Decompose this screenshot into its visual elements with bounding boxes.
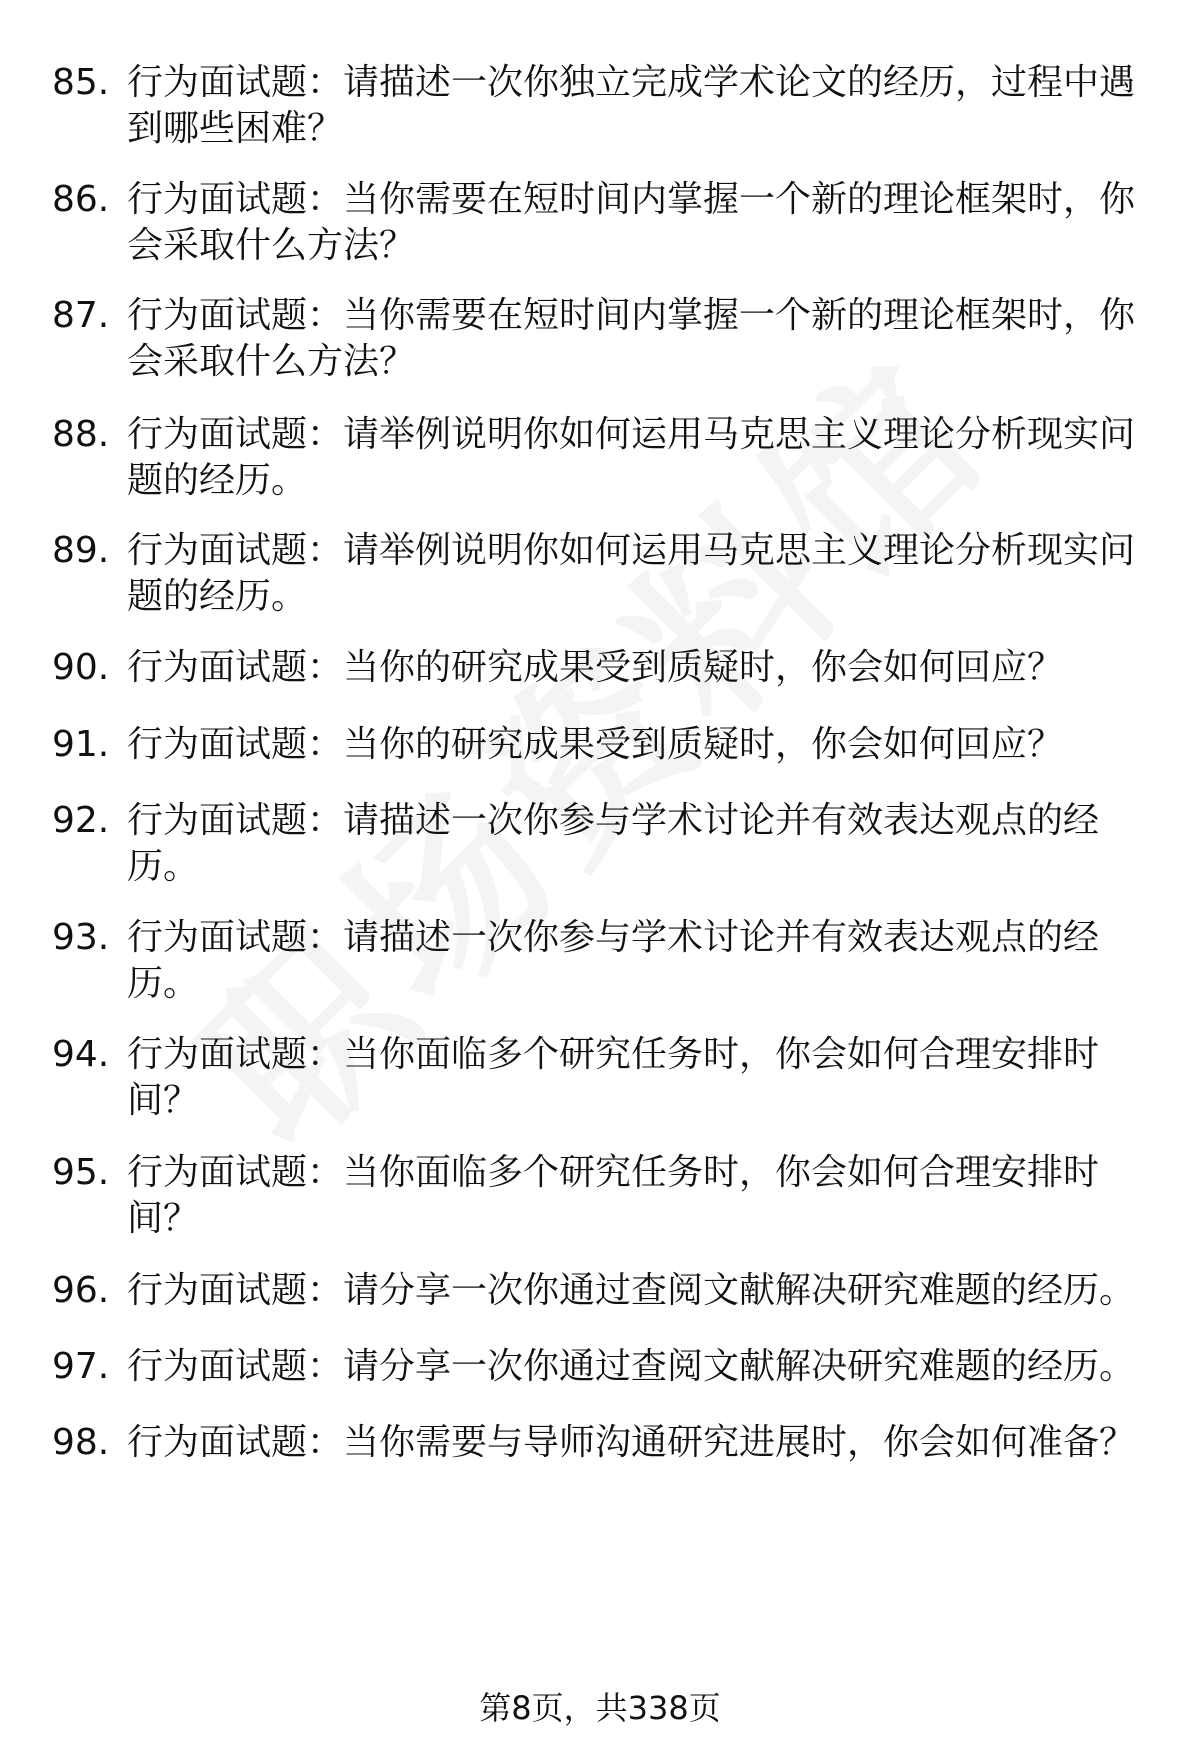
question-text: 行为面试题：当你面临多个研究任务时，你会如何合理安排时间？	[127, 1034, 1100, 1121]
question-item	[52, 722, 1152, 768]
question-number: 98.	[52, 1422, 110, 1463]
question-item	[52, 1420, 1152, 1466]
question-number: 87.	[52, 295, 110, 336]
question-text: 行为面试题：当你需要在短时间内掌握一个新的理论框架时，你会采取什么方法？	[127, 179, 1136, 266]
question-item	[52, 60, 1152, 152]
question-number: 95.	[52, 1152, 110, 1193]
question-item	[52, 1344, 1152, 1390]
question-text: 行为面试题：请分享一次你通过查阅文献解决研究难题的经历。	[127, 1346, 1136, 1387]
question-item	[52, 293, 1152, 385]
question-text: 行为面试题：请描述一次你参与学术讨论并有效表达观点的经历。	[127, 800, 1100, 887]
question-item	[52, 1032, 1152, 1124]
question-text: 行为面试题：当你面临多个研究任务时，你会如何合理安排时间？	[127, 1152, 1100, 1239]
question-item	[52, 528, 1152, 620]
question-text: 行为面试题：当你的研究成果受到质疑时，你会如何回应？	[127, 724, 1064, 765]
question-item	[52, 412, 1152, 504]
question-item	[52, 798, 1152, 890]
question-item	[52, 915, 1152, 1007]
question-number: 93.	[52, 917, 110, 958]
question-text: 行为面试题：请分享一次你通过查阅文献解决研究难题的经历。	[127, 1270, 1136, 1311]
question-number: 89.	[52, 530, 110, 571]
question-text: 行为面试题：请举例说明你如何运用马克思主义理论分析现实问题的经历。	[127, 530, 1136, 617]
question-text: 行为面试题：请描述一次你参与学术讨论并有效表达观点的经历。	[127, 917, 1100, 1004]
question-item	[52, 1268, 1152, 1314]
question-text: 行为面试题：当你需要与导师沟通研究进展时，你会如何准备？	[127, 1422, 1136, 1463]
question-item	[52, 177, 1152, 269]
question-text: 行为面试题：当你需要在短时间内掌握一个新的理论框架时，你会采取什么方法？	[127, 295, 1136, 382]
question-text: 行为面试题：请描述一次你独立完成学术论文的经历，过程中遇到哪些困难？	[127, 62, 1136, 149]
question-number: 88.	[52, 414, 110, 455]
question-item	[52, 645, 1152, 691]
question-number: 90.	[52, 647, 110, 688]
question-number: 92.	[52, 800, 110, 841]
question-number: 94.	[52, 1034, 110, 1075]
question-number: 96.	[52, 1270, 110, 1311]
page-footer: 第8页，共338页	[479, 1689, 721, 1727]
question-text: 行为面试题：当你的研究成果受到质疑时，你会如何回应？	[127, 647, 1064, 688]
question-text: 行为面试题：请举例说明你如何运用马克思主义理论分析现实问题的经历。	[127, 414, 1136, 501]
question-number: 91.	[52, 724, 110, 765]
question-number: 97.	[52, 1346, 110, 1387]
question-number: 85.	[52, 62, 110, 103]
question-item	[52, 1150, 1152, 1242]
question-number: 86.	[52, 179, 110, 220]
